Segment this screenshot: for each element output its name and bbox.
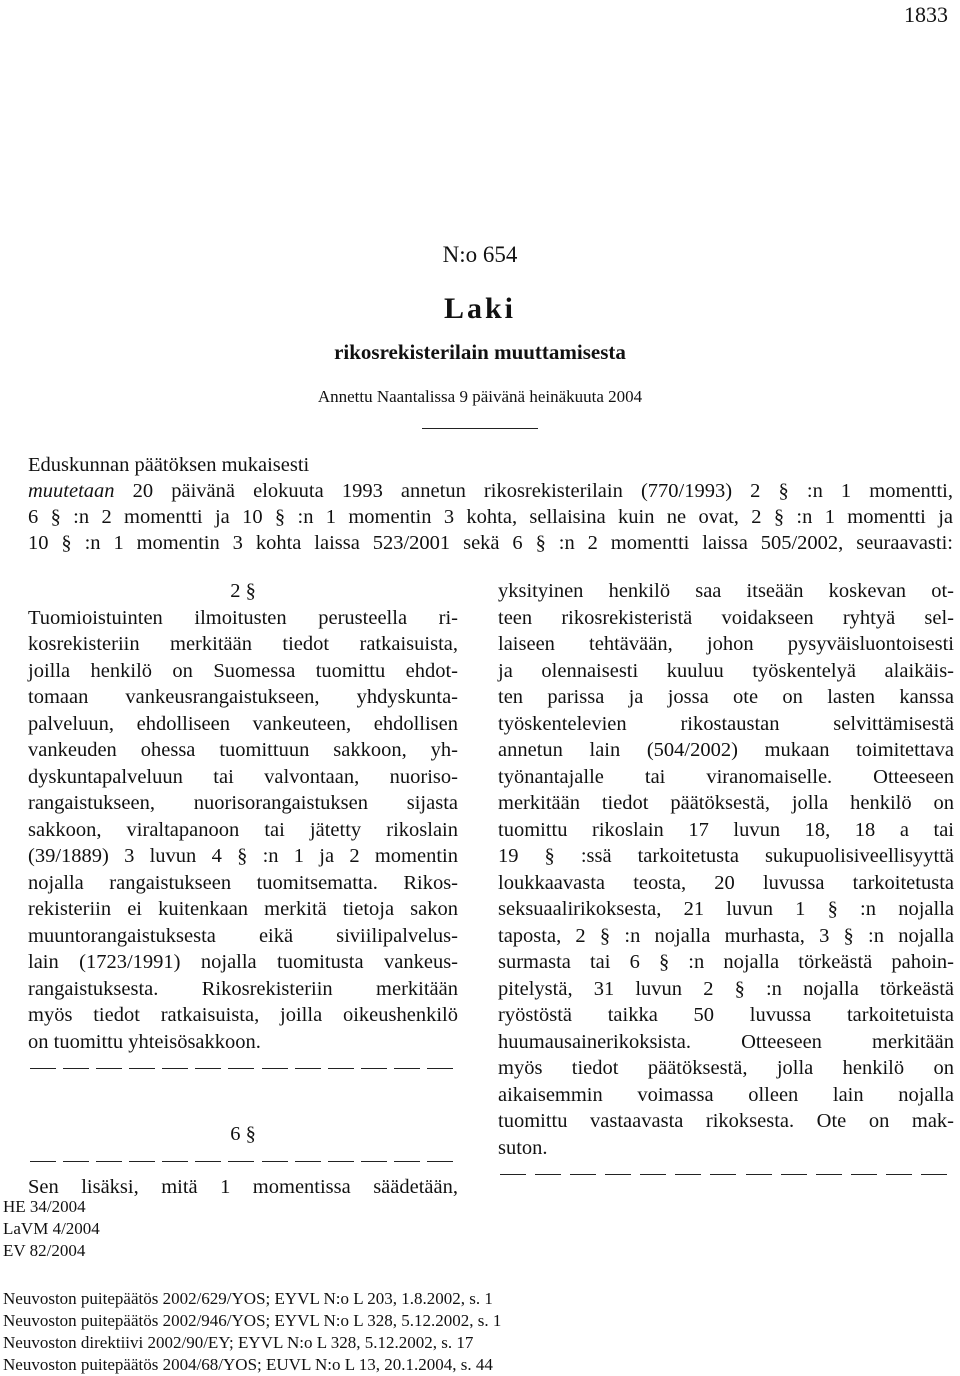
section-2-line: rekisteriin ei kuitenkaan merkitä tietoja sakon xyxy=(28,898,458,920)
legislative-references xyxy=(3,1196,100,1262)
section-6-continuation-line: tuomittu rikoslain 17 luvun 18, 18 a tai xyxy=(498,818,954,841)
section-2-line: (39/1889) 3 luvun 4 § :n 1 ja 2 momentin xyxy=(28,845,458,867)
section-6-continuation-line: taposta, 2 § :n nojalla murhasta, 3 § :n nojalla xyxy=(498,924,954,947)
act-issued-date: Annettu Naantalissa 9 päivänä heinäkuuta 2004 xyxy=(317,387,643,406)
act-type-heading: Laki xyxy=(443,292,517,325)
omission-dash xyxy=(295,1161,321,1162)
footnote: Neuvoston puitepäätös 2002/946/YOS; EYVL N:o L 328, 5.12.2002, s. 1 xyxy=(3,1311,502,1330)
page-number: 1833 xyxy=(904,2,948,27)
section-6-continuation-line: työskentelevien rikostaustan selvittämisestä xyxy=(498,712,954,735)
section-2-line: Tuomioistuinten ilmoitusten perusteella ri- xyxy=(28,606,458,629)
omission-dash xyxy=(535,1174,561,1175)
omission-dash xyxy=(295,1068,321,1069)
omission-dash xyxy=(63,1068,89,1069)
omission-dash xyxy=(781,1174,807,1175)
legislative-reference: HE 34/2004 xyxy=(3,1197,86,1216)
section-2-line: myös tiedot ratkaisuista, joilla oikeushenkilö xyxy=(28,1004,458,1026)
legislative-reference: LaVM 4/2004 xyxy=(3,1219,100,1238)
omission-dash xyxy=(570,1174,596,1175)
preamble-line xyxy=(28,478,953,504)
omission-dashes xyxy=(28,1148,458,1174)
omission-dash xyxy=(394,1068,420,1069)
omission-dash xyxy=(195,1068,221,1069)
section-2-line: joilla henkilö on Suomessa tuomittu ehdot- xyxy=(28,659,458,682)
omission-dash xyxy=(162,1068,188,1069)
section-2-line: muuntorangaistuksesta eikä siviilipalvelus- xyxy=(28,924,458,947)
omission-dash xyxy=(328,1068,354,1069)
eu-footnotes xyxy=(3,1288,501,1376)
footnote: Neuvoston direktiivi 2002/90/EY; EYVL N:o L 328, 5.12.2002, s. 17 xyxy=(3,1333,474,1352)
omission-dash xyxy=(746,1174,772,1175)
section-6-continuation-line: loukkaavasta teosta, 20 luvussa tarkoitetusta xyxy=(498,871,954,894)
section-6-continuation-line: ten parissa ja jossa ote on lasten kanssa xyxy=(498,686,954,708)
section-2-line: sakkoon, viraltapanoon tai jätetty rikoslain xyxy=(28,818,458,841)
omission-dash xyxy=(262,1161,288,1162)
omission-dash xyxy=(30,1068,56,1069)
omission-dash xyxy=(361,1161,387,1162)
preamble-line: 10 § :n 1 momentin 3 kohta laissa 523/2001 sekä 6 § :n 2 momentti laissa 505/2002, seuraavasti: xyxy=(28,532,953,554)
section-2-line: tomaan vankeusrangaistukseen, yhdyskunta- xyxy=(28,686,458,708)
omission-dash xyxy=(816,1174,842,1175)
omission-dash xyxy=(262,1068,288,1069)
preamble-verb: muutetaan xyxy=(28,480,115,502)
left-column xyxy=(28,578,458,1200)
section-2-line: vankeuden ohessa tuomittuun sakkoon, yh- xyxy=(28,739,458,761)
omission-dash xyxy=(195,1161,221,1162)
omission-dash xyxy=(162,1161,188,1162)
footnote: Neuvoston puitepäätös 2004/68/YOS; EUVL N:o L 13, 20.1.2004, s. 44 xyxy=(3,1355,493,1374)
section-6-continuation-line: suton. xyxy=(498,1136,548,1159)
section-6-continuation-line: annetun lain (504/2002) mukaan toimitettava xyxy=(498,739,954,761)
section-6-continuation-line: tuomittu vastaavasta rikoksesta. Ote on mak- xyxy=(498,1110,954,1132)
omission-dash xyxy=(394,1161,420,1162)
preamble-line: 6 § :n 2 momentti ja 10 § :n 1 momentin 3 kohta, sellaisina kuin ne ovat, 2 § :n 1 momentti ja xyxy=(28,506,953,528)
omission-dash xyxy=(427,1161,453,1162)
section-2-line: kosrekisteriin merkitään tiedot ratkaisuista, xyxy=(28,633,458,655)
title-divider xyxy=(422,428,538,429)
section-6-continuation-line: aikaisemmin voimassa olleen lain nojalla xyxy=(498,1083,954,1106)
legislative-reference: EV 82/2004 xyxy=(3,1241,86,1260)
omission-dash xyxy=(361,1068,387,1069)
omission-dash xyxy=(640,1174,666,1175)
omission-dash xyxy=(228,1161,254,1162)
omission-dashes xyxy=(498,1161,954,1187)
section-6-continuation-line: pitelystä, 31 luvun 2 § :n nojalla törkeästä xyxy=(498,977,954,1000)
omission-dash xyxy=(921,1174,947,1175)
omission-dash xyxy=(500,1174,526,1175)
omission-dash xyxy=(228,1068,254,1069)
omission-dash xyxy=(328,1161,354,1162)
section-6-continuation-line: ryöstöstä taikka 50 luvussa tarkoitetuista xyxy=(498,1004,954,1026)
right-column xyxy=(498,578,954,1187)
omission-dash xyxy=(710,1174,736,1175)
section-6-continuation-line: teen rikosrekisteristä voidakseen ryhtyä sel- xyxy=(498,606,954,629)
act-title: rikosrekisterilain muuttamisesta xyxy=(334,340,626,364)
section-6-continuation-line: seksuaalirikoksesta, 21 luvun 1 § :n nojalla xyxy=(498,898,954,920)
omission-dash xyxy=(851,1174,877,1175)
omission-dash xyxy=(96,1068,122,1069)
section-6-continuation-line: merkitään tiedot päätöksestä, jolla henkilö on xyxy=(498,792,954,814)
preamble xyxy=(28,452,953,556)
section-6-line: Sen lisäksi, mitä 1 momentissa säädetään, xyxy=(28,1175,458,1198)
omission-dashes xyxy=(28,1055,458,1081)
omission-dash xyxy=(605,1174,631,1175)
preamble-line: Eduskunnan päätöksen mukaisesti xyxy=(28,454,310,476)
section-2-line: dyskuntapalveluun tai valvontaan, nuoriso- xyxy=(28,765,458,788)
omission-dash xyxy=(129,1161,155,1162)
preamble-text: 20 päivänä elokuuta 1993 annetun rikosrekisterilain (770/1993) 2 § :n 1 momentti, xyxy=(114,480,953,502)
omission-dash xyxy=(63,1161,89,1162)
section-2-line: palveluun, ehdolliseen vankeuteen, ehdollisen xyxy=(28,712,458,735)
omission-dash xyxy=(129,1068,155,1069)
omission-dash xyxy=(427,1068,453,1069)
section-6-continuation-line: surmasta tai 6 § :n nojalla törkeästä pahoin- xyxy=(498,951,954,973)
omission-dash xyxy=(675,1174,701,1175)
omission-dash xyxy=(30,1161,56,1162)
section-6-continuation-line: 19 § :ssä tarkoitetusta sukupuolisiveellisyyttä xyxy=(498,845,954,867)
section-6-continuation-line: laiseen tehtävään, johon pysyväisluontoisesti xyxy=(498,633,954,655)
footnote: Neuvoston puitepäätös 2002/629/YOS; EYVL N:o L 203, 1.8.2002, s. 1 xyxy=(3,1289,493,1308)
section-2-line: rangaistuksesta. Rikosrekisteriin merkitään xyxy=(28,977,458,1000)
section-2-line: on tuomittu yhteisösakkoon. xyxy=(28,1030,261,1053)
section-2-heading: 2 § xyxy=(230,580,256,602)
section-2-line: nojalla rangaistukseen tuomitsematta. Rikos- xyxy=(28,871,458,894)
section-2-line: lain (1723/1991) nojalla tuomitusta vankeus- xyxy=(28,951,458,973)
section-6-continuation-line: työnantajalle tai viranomaiselle. Otteeseen xyxy=(498,765,954,788)
statute-number: N:o 654 xyxy=(442,242,518,267)
omission-dash xyxy=(96,1161,122,1162)
section-6-heading: 6 § xyxy=(230,1123,256,1145)
section-6-continuation-line: ja olennaisesti kuuluu työskentelyä alaikäis- xyxy=(498,659,954,682)
section-6-continuation-line: yksityinen henkilö saa itseään koskevan ot- xyxy=(498,580,954,602)
omission-dash xyxy=(886,1174,912,1175)
section-6-continuation-line: myös tiedot päätöksestä, jolla henkilö on xyxy=(498,1057,954,1079)
section-2-line: rangaistukseen, nuorisorangaistuksen sijasta xyxy=(28,792,458,814)
section-6-continuation-line: huumausainerikoksista. Otteeseen merkitään xyxy=(498,1030,954,1053)
